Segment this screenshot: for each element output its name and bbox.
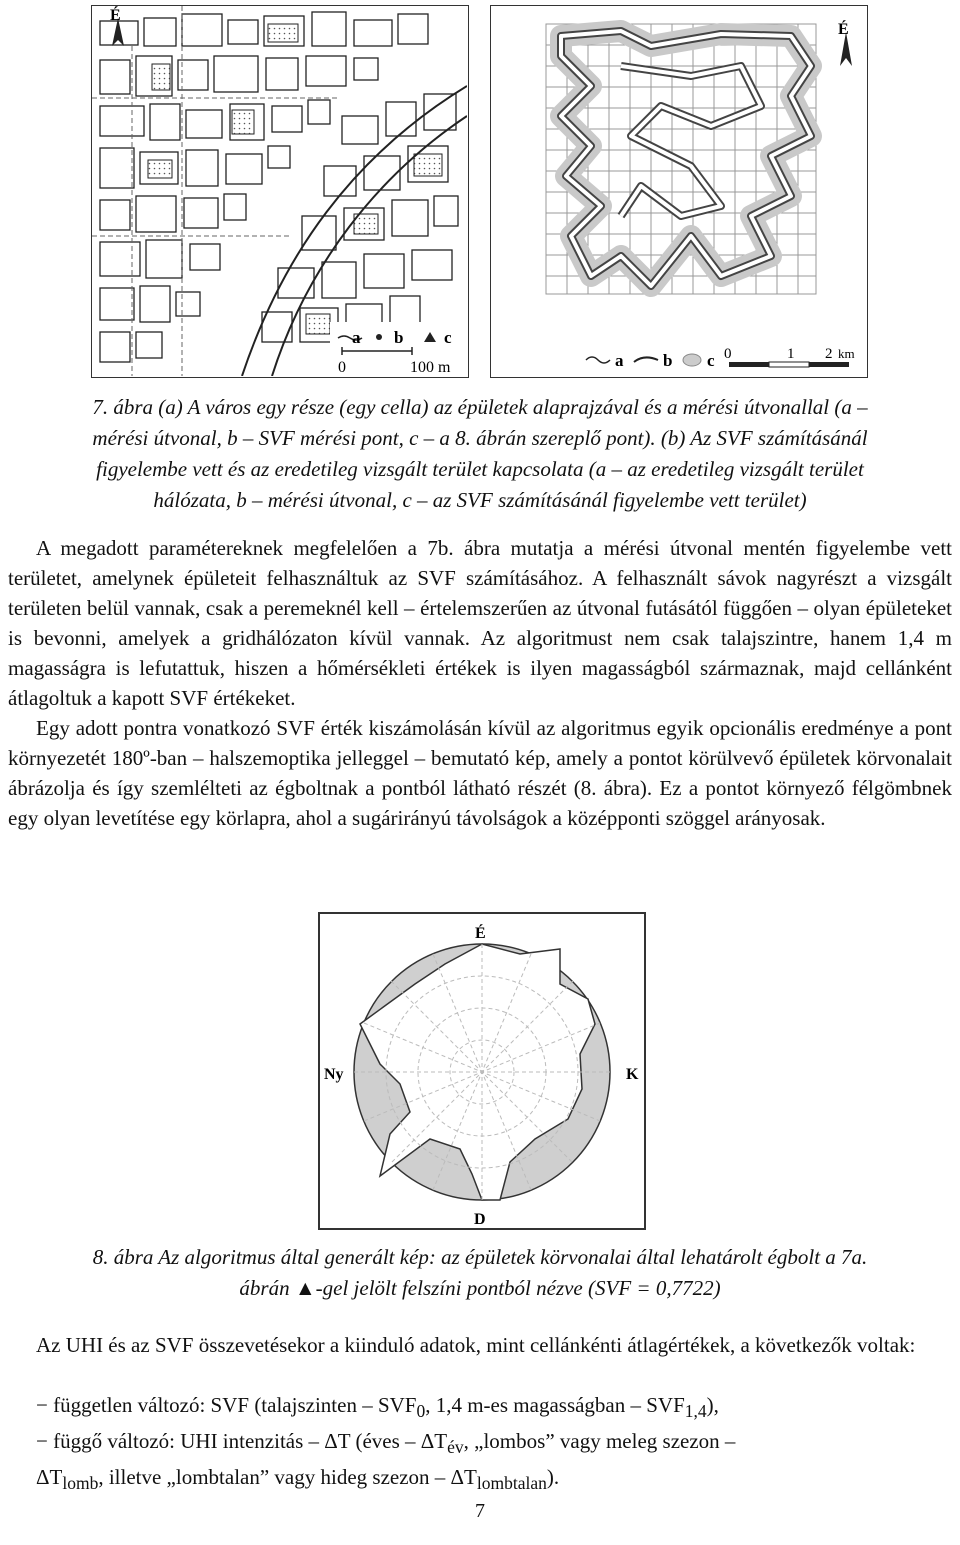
subscript: 1,4	[684, 1401, 707, 1422]
caption-text: -gel jelölt felszíni pontból nézve (SVF = 0,7722)	[315, 1276, 721, 1300]
list-text: , 1,4 m-es magasságban – SVF	[425, 1393, 685, 1417]
north-label: É	[838, 21, 849, 38]
north-label: É	[110, 7, 121, 24]
legend-a: a	[615, 351, 624, 370]
list-text: , illetve „lombtalan” vagy hideg szezon – ΔT	[98, 1465, 477, 1490]
legend-a: a	[352, 328, 361, 347]
caption-line: figyelembe vett és az eredetileg vizsgált terület kapcsolata (a – az eredetileg vizsgált terület	[96, 457, 864, 481]
east-label: K	[626, 1066, 639, 1083]
figure-8-caption	[8, 1242, 952, 1304]
caption-line	[8, 1273, 952, 1304]
scale-1: 1	[787, 346, 795, 362]
paragraph: Az UHI és az SVF összevetésekor a kiinduló adatok, mint cellánkénti átlagértékek, a következők voltak:	[36, 1333, 916, 1357]
city-map	[92, 6, 467, 376]
figure-8-sky-view	[318, 912, 646, 1230]
body-text-2	[8, 1330, 952, 1360]
subscript: 0	[416, 1401, 426, 1422]
figure-7b-grid	[490, 5, 868, 378]
west-label: Ny	[324, 1066, 344, 1083]
point-legend-icon	[376, 334, 382, 340]
subscript: év	[447, 1437, 464, 1458]
dash-icon: −	[36, 1429, 48, 1454]
body-text	[8, 533, 952, 833]
polar-grid	[354, 944, 610, 1200]
paragraph: Egy adott pontra vonatkozó SVF érték kiszámolásán kívül az algoritmus egyik opcionális eredménye a pont környezetét 180º-ban – halszemoptika jelleggel – bemutató kép, amely a pontot körülvevő épületek körvonalait ábrázolja és így szemlélteti az égboltnak a pontból látható részét (8. ábra). Ez a pontot környező félgömbnek egy olyan levetítése egy körlapra, ahol a sugárirányú távolságok a középponti szöggel arányosak.	[8, 716, 952, 830]
list-item	[8, 1390, 952, 1426]
scale-0: 0	[724, 346, 732, 362]
list-text: ),	[706, 1393, 719, 1417]
caption-line: hálózata, b – mérési útvonal, c – az SVF számításánál figyelembe vett terület)	[153, 488, 807, 512]
scale-end: 100 m	[410, 359, 451, 376]
scale-bar-segment	[729, 362, 769, 367]
page-number: 7	[475, 1500, 485, 1522]
list-text: ΔT	[36, 1465, 63, 1490]
figure-7-caption	[8, 392, 952, 516]
dash-icon: −	[36, 1393, 48, 1417]
legend-c: c	[444, 328, 452, 347]
legend-c: c	[707, 351, 715, 370]
route-legend-icon	[634, 357, 658, 362]
scale-2: 2	[825, 346, 833, 362]
scale-unit: km	[838, 346, 855, 361]
triangle-icon: ▲	[294, 1276, 316, 1300]
subscript: lomb	[62, 1473, 99, 1494]
caption-line: mérési útvonal, b – SVF mérési pont, c – a 8. ábrán szereplő pont). (b) Az SVF számításánál	[92, 426, 868, 450]
area-legend-icon	[683, 354, 701, 366]
caption-line: 8. ábra Az algoritmus által generált kép: az épületek körvonalai által lehatárolt égbolt a 7a.	[92, 1245, 868, 1269]
network-legend-icon	[586, 357, 610, 363]
paragraph: A megadott paramétereknek megfelelően a 7b. ábra mutatja a mérési útvonal mentén figyelembe vett területet, amelynek épületeit felhasználtuk az SVF számításához. A felhasznált sávok nagyrészt a vizsgált területen belül vannak, csak a peremeknél kell – értelemszerűen az útvonal futásától függően – olyan épületeket is bevonni, amelyek a gridhálózaton kívül vannak. Az algoritmust nem csak talajszintre, hanem 1,4 m magasságra is lefutattuk, hiszen a hőmérsékleti értékek is ilyen magasságból származnak, majd cellánként átlagoltuk a kapott SVF értékeket.	[8, 536, 952, 710]
subscript: lombtalan	[476, 1473, 547, 1494]
figure-7a-map	[91, 5, 469, 378]
list-text: , „lombos” vagy meleg szezon –	[463, 1429, 736, 1454]
list-text: független változó: SVF (talajszinten – SVF	[53, 1393, 417, 1417]
caption-line: 7. ábra (a) A város egy része (egy cella) az épületek alaprajzával és a mérési útvonallal (a –	[92, 395, 868, 419]
legend-b: b	[394, 328, 404, 347]
list-item-continued	[8, 1462, 952, 1498]
list-text: ).	[546, 1465, 560, 1490]
grid-route-map	[491, 6, 866, 376]
list-text: függő változó: UHI intenzitás – ΔT (éves – ΔT	[53, 1429, 448, 1454]
scale-zero: 0	[338, 359, 346, 376]
list-item	[8, 1426, 952, 1462]
south-label: D	[474, 1211, 486, 1228]
fisheye-plot	[320, 914, 644, 1228]
variable-list	[8, 1390, 952, 1499]
legend-b: b	[663, 351, 673, 370]
north-label: É	[475, 925, 486, 942]
caption-text: ábrán	[239, 1276, 295, 1300]
